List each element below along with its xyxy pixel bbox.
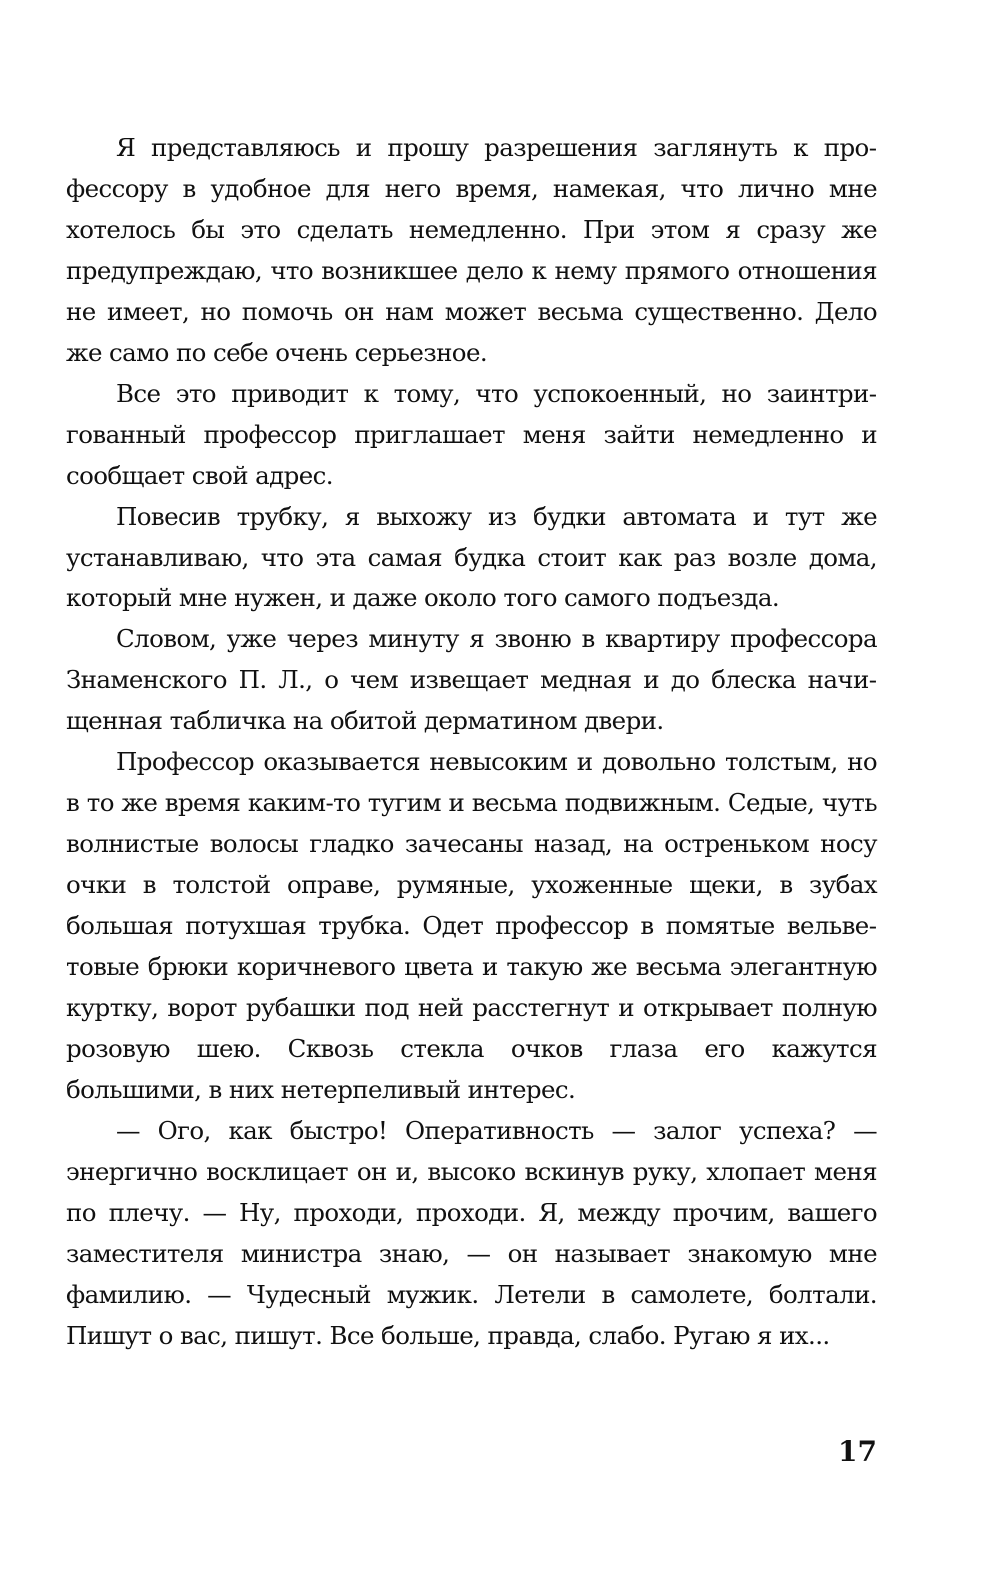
body-text: [66, 128, 877, 1357]
paragraph-3: Повесив трубку, я выхожу из будки автомата и тут же устанавливаю, что эта самая будка стоит как раз возле дома, который мне нужен, и даже около того самого подъезда.: [66, 501, 877, 613]
paragraph-5: Профессор оказывается невысоким и довольно толстым, но в то же время каким-то тугим и весьма подвижным. Седые, чуть волнистые волосы гладко зачесаны назад, на остреньком носу очки в толстой оправе, румяные, ухоженные щеки, в зубах большая потухшая трубка. Одет профессор в помятые вельветовые брюки коричневого цвета и такую же весьма элегантную куртку, ворот рубашки под ней расстегнут и открывает полную розовую шею. Сквозь стекла очков глаза его кажутся большими, в них нетерпеливый интерес.: [66, 747, 877, 1104]
paragraph-6: — Ого, как быстро! Оперативность — залог успеха? — энергично восклицает он и, высоко вскинув руку, хлопает меня по плечу. — Ну, проходи, проходи. Я, между прочим, вашего заместителя министра знаю, — он называет знакомую мне фамилию. — Чудесный мужик. Летели в самолете, болтали. Пишут о вас, пишут. Все больше, правда, слабо. Ругаю я их...: [66, 1115, 877, 1350]
paragraph-1: Я представляюсь и прошу разрешения заглянуть к профессору в удобное для него время, намекая, что лично мне хотелось бы это сделать немедленно. При этом я сразу же предупреждаю, что возникшее дело к нему прямого отношения не имеет, но помочь он нам может весьма существенно. Дело же само по себе очень серьезное.: [66, 133, 877, 367]
page-number: 17: [838, 1435, 877, 1468]
paragraph-2: Все это приводит к тому, что успокоенный, но заинтригованный профессор приглашает меня зайти немедленно и сообщает свой адрес.: [66, 378, 877, 490]
paragraph-4: Словом, уже через минуту я звоню в квартиру профессора Знаменского П. Л., о чем извещает медная и до блеска начищенная табличка на обитой дерматином двери.: [66, 624, 877, 736]
